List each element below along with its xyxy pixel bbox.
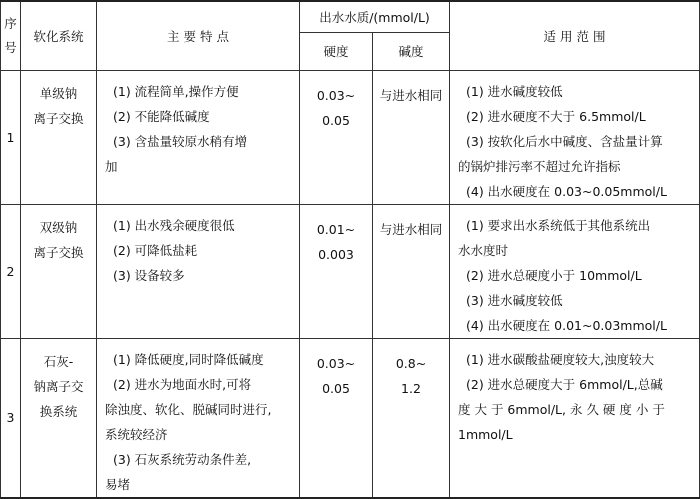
- row-3-feature-4: 系统较经济: [105, 426, 168, 442]
- row-1-scope-2: (2) 进水硬度不大于 6.5mmol/L: [466, 108, 646, 124]
- row-1-scope-1: (1) 进水碱度较低: [466, 83, 563, 99]
- row-3-scope-2: (2) 进水总硬度大于 6mmol/L,总碱: [466, 376, 663, 392]
- table-row-1: [1, 70, 700, 204]
- row-2-system-line-2: 离子交换: [33, 244, 84, 260]
- row-2-scope-2: 水水度时: [458, 242, 509, 258]
- row-1-no: 1: [1, 70, 21, 204]
- row-2-feature-1: (1) 出水残余硬度很低: [113, 217, 235, 233]
- header-scope: 适 用 范 围: [450, 1, 700, 70]
- row-1-system-line-1: 单级钠: [39, 85, 78, 101]
- row-2-alkalinity: [373, 204, 450, 338]
- row-3-scope: [450, 338, 700, 498]
- row-3-alkalinity-line-2: 1.2: [401, 380, 421, 396]
- header-features: 主 要 特 点: [97, 1, 300, 70]
- row-2-scope: [450, 204, 700, 338]
- header-no: [1, 1, 21, 70]
- row-1-hardness-line-1: 0.03~: [316, 87, 356, 103]
- row-1-feature-1: (1) 流程简单,操作方便: [113, 83, 239, 99]
- row-3-hardness-line-1: 0.03~: [316, 355, 356, 371]
- row-1-system-line-2: 离子交换: [33, 110, 84, 126]
- table-row-2: [1, 204, 700, 338]
- row-1-feature-4: 加: [105, 158, 118, 174]
- row-1-alkalinity-line-1: 与进水相同: [379, 87, 443, 103]
- row-3-system-line-1: 石灰-: [43, 353, 74, 369]
- row-3-feature-5: (3) 石灰系统劳动条件差,: [113, 451, 252, 467]
- row-3-feature-3: 除浊度、软化、脱碱同时进行,: [105, 401, 272, 417]
- row-3-scope-4: 1mmol/L: [458, 426, 513, 442]
- row-3-hardness-line-2: 0.05: [322, 380, 350, 396]
- row-2-no: 2: [1, 204, 21, 338]
- row-3-alkalinity-line-1: 0.8~: [395, 355, 427, 371]
- row-2-scope-5: (4) 出水硬度在 0.01~0.03mmol/L: [466, 317, 667, 333]
- header-system: 软化系统: [21, 1, 97, 70]
- row-1-feature-3: (3) 含盐量较原水稍有增: [113, 133, 248, 149]
- row-2-scope-3: (2) 进水总硬度小于 10mmol/L: [466, 267, 642, 283]
- row-2-hardness: [300, 204, 373, 338]
- header-hardness: 硬度: [300, 32, 373, 70]
- row-3-feature-1: (1) 降低硬度,同时降低碱度: [113, 351, 264, 367]
- row-1-scope: [450, 70, 700, 204]
- row-1-scope-4: 的锅炉排污率不超过允许指标: [458, 158, 621, 174]
- header-no-char-1: 序: [4, 15, 17, 31]
- row-1-system: [21, 70, 97, 204]
- row-2-features: [97, 204, 300, 338]
- row-3-system: [21, 338, 97, 498]
- row-3-system-line-2: 钠离子交: [33, 378, 84, 394]
- row-1-scope-5: (4) 出水硬度在 0.03~0.05mmol/L: [466, 183, 667, 199]
- row-2-scope-4: (3) 进水碱度较低: [466, 292, 563, 308]
- row-3-scope-1: (1) 进水碳酸盐硬度较大,浊度较大: [466, 351, 655, 367]
- header-alkalinity: 碱度: [373, 32, 450, 70]
- row-3-scope-3: 度 大 于 6mmol/L, 永 久 硬 度 小 于: [458, 401, 665, 417]
- row-3-system-line-3: 换系统: [39, 403, 78, 419]
- row-2-system-line-1: 双级钠: [39, 219, 78, 235]
- row-1-alkalinity: [373, 70, 450, 204]
- row-1-scope-3: (3) 按软化后水中碱度、含盐量计算: [466, 133, 663, 149]
- row-2-system: [21, 204, 97, 338]
- row-3-no: 3: [1, 338, 21, 498]
- row-1-feature-2: (2) 不能降低碱度: [113, 108, 210, 124]
- row-3-features: [97, 338, 300, 498]
- table-row-3: [1, 338, 700, 498]
- row-3-feature-2: (2) 进水为地面水时,可将: [113, 376, 252, 392]
- row-3-hardness: [300, 338, 373, 498]
- row-3-feature-6: 易堵: [105, 476, 131, 492]
- header-effluent-quality: 出水水质/(mmol/L): [300, 1, 450, 32]
- header-no-char-2: 号: [4, 39, 17, 55]
- row-2-hardness-line-1: 0.01~: [316, 221, 356, 237]
- row-2-feature-2: (2) 可降低盐耗: [113, 242, 198, 258]
- row-2-feature-3: (3) 设备较多: [113, 267, 185, 283]
- row-2-alkalinity-line-1: 与进水相同: [379, 221, 443, 237]
- row-2-hardness-line-2: 0.003: [318, 246, 354, 262]
- row-1-features: [97, 70, 300, 204]
- row-3-alkalinity: [373, 338, 450, 498]
- row-2-scope-1: (1) 要求出水系统低于其他系统出: [466, 217, 651, 233]
- row-1-hardness: [300, 70, 373, 204]
- row-1-hardness-line-2: 0.05: [322, 112, 350, 128]
